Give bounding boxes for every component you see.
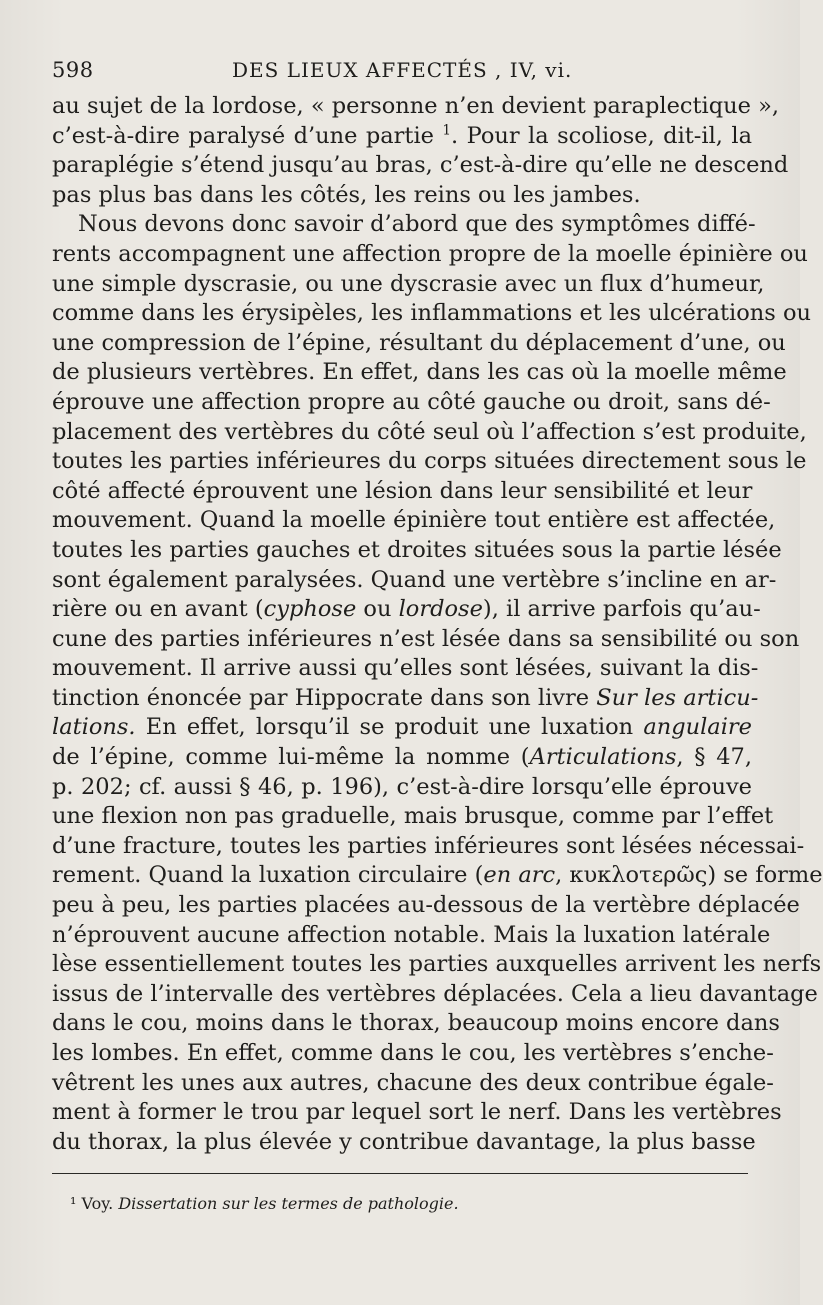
page-number: 598 <box>52 58 94 82</box>
footnote <box>70 1194 750 1214</box>
footnote-rule <box>52 1173 748 1174</box>
body-text <box>52 92 823 1157</box>
text-line: placement des vertèbres du côté seul où l’affection s’est produite, <box>52 418 807 445</box>
text-line: cune des parties inférieures n’est lésée dans sa sensibilité ou son <box>52 625 800 652</box>
text-line: au sujet de la lordose, « personne n’en devient paraplectique », <box>52 93 780 119</box>
text-line: mouvement. Il arrive aussi qu’elles sont lésées, suivant la dis- <box>52 655 759 682</box>
text-line: pas plus bas dans les côtés, les reins ou les jambes. <box>52 181 641 208</box>
text-line: du thorax, la plus élevée y contribue davantage, la plus basse <box>52 1128 756 1155</box>
text-line: comme dans les érysipèles, les inflammations et les ulcérations ou <box>52 300 811 327</box>
footnote-marker: ¹ <box>70 1194 77 1213</box>
text-line: toutes les parties gauches et droites situées sous la partie lésée <box>52 536 782 563</box>
text-line: de plusieurs vertèbres. En effet, dans les cas où la moelle même <box>52 359 787 386</box>
running-head: DES LIEUX AFFECTÉS , IV, vi. <box>232 58 573 82</box>
text-line: lations. En effet, lorsqu’il se produit une luxation angulaire <box>52 714 752 741</box>
text-line: mouvement. Quand la moelle épinière tout entière est affectée, <box>52 507 776 534</box>
text-line: rement. Quand la luxation circulaire (en arc, κυκλοτερῶς) se forme <box>52 862 823 889</box>
text-line: lèse essentiellement toutes les parties auxquelles arrivent les nerfs <box>52 951 822 978</box>
text-line: dans le cou, moins dans le thorax, beaucoup moins encore dans <box>52 1010 780 1037</box>
text-line: n’éprouvent aucune affection notable. Mais la luxation latérale <box>52 921 771 948</box>
text-line: une simple dyscrasie, ou une dyscrasie avec un flux d’humeur, <box>52 270 765 297</box>
text-line: d’une fracture, toutes les parties inférieures sont lésées nécessai- <box>52 832 805 859</box>
text-line: vêtrent les unes aux autres, chacune des deux contribue égale- <box>52 1069 774 1096</box>
page-header <box>52 58 752 88</box>
text-line: rière ou en avant (cyphose ou lordose), il arrive parfois qu’au- <box>52 596 761 623</box>
footnote-lead: Voy. <box>81 1194 114 1213</box>
text-line: sont également paralysées. Quand une vertèbre s’incline en ar- <box>52 566 777 593</box>
text-line: Nous devons donc savoir d’abord que des symptômes diffé- <box>78 211 756 238</box>
text-line: tinction énoncée par Hippocrate dans son livre Sur les articu- <box>52 684 759 711</box>
text-line: les lombes. En effet, comme dans le cou, les vertèbres s’enche- <box>52 1040 774 1066</box>
text-line: côté affecté éprouvent une lésion dans leur sensibilité et leur <box>52 477 753 504</box>
text-line: paraplégie s’étend jusqu’au bras, c’est-à-dire qu’elle ne descend <box>52 152 789 179</box>
text-line: rents accompagnent une affection propre de la moelle épinière ou <box>52 240 808 267</box>
text-line: p. 202; cf. aussi § 46, p. 196), c’est-à-dire lorsqu’elle éprouve <box>52 773 752 800</box>
text-line: éprouve une affection propre au côté gauche ou droit, sans dé- <box>52 388 771 415</box>
text-line: issus de l’intervalle des vertèbres déplacées. Cela a lieu davantage <box>52 980 818 1007</box>
text-line: peu à peu, les parties placées au-dessous de la vertèbre déplacée <box>52 892 800 919</box>
text-line: une compression de l’épine, résultant du déplacement d’une, ou <box>52 329 786 356</box>
text-line: ment à former le trou par lequel sort le nerf. Dans les vertèbres <box>52 1099 782 1126</box>
text-line: de l’épine, comme lui-même la nomme (Articulations, § 47, <box>52 744 752 771</box>
text-line: c’est-à-dire paralysé d’une partie $^1$. Pour la scoliose, dit-il, la <box>52 122 753 149</box>
footnote-text: Dissertation sur les termes de pathologie. <box>118 1194 459 1213</box>
text-line: toutes les parties inférieures du corps situées directement sous le <box>52 448 807 475</box>
text-line: une flexion non pas graduelle, mais brusque, comme par l’effet <box>52 803 774 830</box>
